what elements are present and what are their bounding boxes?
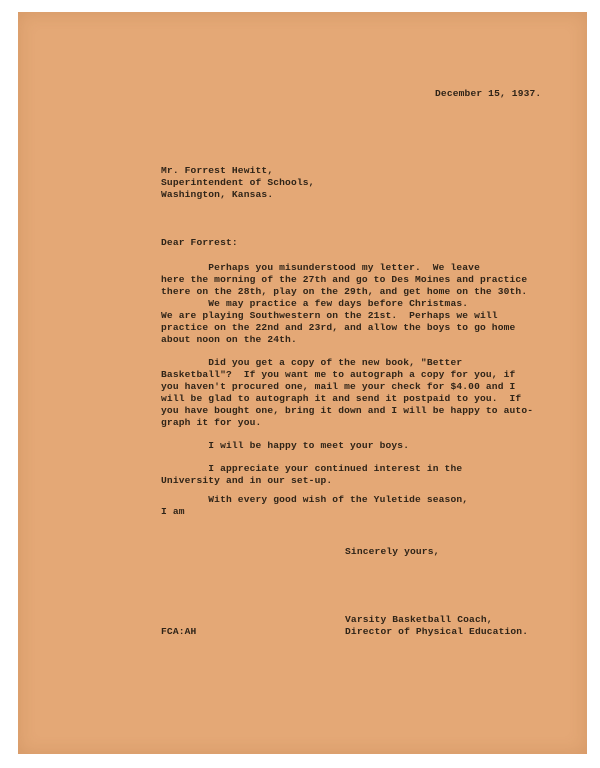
recipient-name: Mr. Forrest Hewitt, — [161, 165, 274, 176]
paragraph-line: University and in our set-up. — [161, 475, 333, 486]
signature-title-2: Director of Physical Education. — [345, 626, 529, 637]
paragraph-line: We are playing Southwestern on the 21st. Perhaps we will — [161, 310, 498, 321]
paragraph-line: With every good wish of the Yuletide season, — [161, 494, 469, 505]
reference-initials: FCA:AH — [161, 626, 197, 637]
salutation: Dear Forrest: — [161, 237, 238, 248]
paragraph-line: Did you get a copy of the new book, "Better — [161, 357, 463, 368]
paragraph-line: you haven't procured one, mail me your check for $4.00 and I — [161, 381, 516, 392]
paragraph-3 — [161, 357, 561, 429]
closing-intro: I am — [161, 506, 185, 517]
recipient-title: Superintendent of Schools, — [161, 177, 315, 188]
complimentary-close: Sincerely yours, — [345, 546, 440, 557]
paragraph-line: I will be happy to meet your boys. — [161, 440, 410, 451]
paragraph-line: Perhaps you misunderstood my letter. We leave — [161, 262, 480, 273]
paragraph-6 — [161, 494, 561, 506]
paragraph-line: Basketball"? If you want me to autograph a copy for you, if — [161, 369, 516, 380]
signature-title-1: Varsity Basketball Coach, — [345, 614, 493, 625]
paragraph-line: you have bought one, bring it down and I will be happy to auto- — [161, 405, 534, 416]
paragraph-line: graph it for you. — [161, 417, 262, 428]
recipient-location: Washington, Kansas. — [161, 189, 274, 200]
paragraph-line: there on the 28th, play on the 29th, and get home on the 30th. — [161, 286, 528, 297]
paragraph-line: I appreciate your continued interest in the — [161, 463, 463, 474]
paragraph-line: will be glad to autograph it and send it postpaid to you. If — [161, 393, 522, 404]
paragraph-line: practice on the 22nd and 23rd, and allow the boys to go home — [161, 322, 516, 333]
paragraph-2 — [161, 298, 561, 346]
paragraph-line: We may practice a few days before Christmas. — [161, 298, 469, 309]
paragraph-5 — [161, 463, 561, 487]
paragraph-1 — [161, 262, 561, 298]
letter-date: December 15, 1937. — [435, 88, 542, 99]
paragraph-4 — [161, 440, 561, 452]
paragraph-line: about noon on the 24th. — [161, 334, 297, 345]
paragraph-line: here the morning of the 27th and go to Des Moines and practice — [161, 274, 528, 285]
